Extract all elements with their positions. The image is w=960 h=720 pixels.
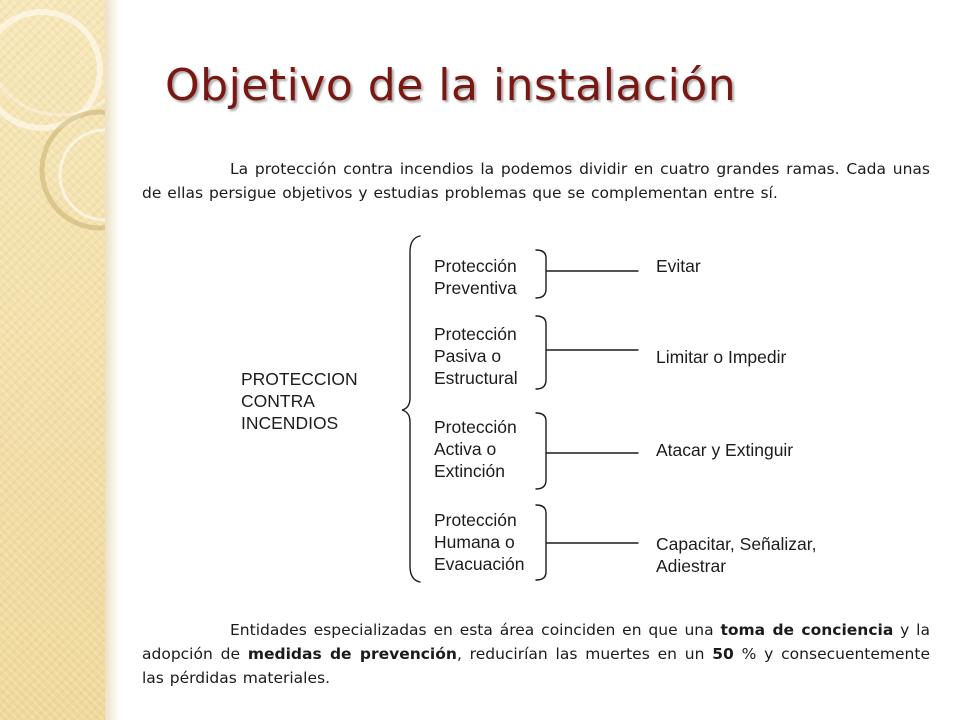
bracket-3 bbox=[536, 413, 546, 489]
slide-title: Objetivo de la instalación bbox=[165, 60, 737, 111]
branch-line: Protección bbox=[434, 256, 517, 276]
branch-line: Evacuación bbox=[434, 554, 525, 574]
branch-label-preventiva bbox=[434, 255, 517, 299]
branch-label-pasiva bbox=[434, 323, 518, 389]
closing-emphasis: toma de conciencia bbox=[720, 621, 894, 639]
result-limitar bbox=[656, 346, 786, 368]
branch-line: Activa o bbox=[434, 439, 497, 459]
result-line: Evitar bbox=[656, 256, 701, 276]
closing-emphasis: 50 bbox=[712, 645, 734, 663]
main-label-line: INCENDIOS bbox=[241, 413, 339, 433]
closing-text: Entidades especializadas en esta área coinciden en que una bbox=[230, 621, 721, 639]
result-evitar bbox=[656, 255, 701, 277]
closing-text: y la adopción de bbox=[142, 621, 930, 663]
main-label-line: CONTRA bbox=[241, 391, 315, 411]
result-line: Atacar y Extinguir bbox=[656, 440, 794, 460]
intro-paragraph: La protección contra incendios la podemos dividir en cuatro grandes ramas. Cada unas de ellas persigue objetivos y estudias problemas que se complementan entre sí. bbox=[142, 160, 930, 202]
main-brace bbox=[402, 236, 420, 582]
closing-emphasis: medidas de prevención bbox=[247, 645, 457, 663]
main-label-line: PROTECCION bbox=[241, 369, 358, 389]
branch-line: Protección bbox=[434, 324, 517, 344]
branch-line: Estructural bbox=[434, 368, 518, 388]
branch-line: Extinción bbox=[434, 461, 506, 481]
result-line: Adiestrar bbox=[656, 556, 727, 576]
branch-line: Preventiva bbox=[434, 278, 517, 298]
result-line: Limitar o Impedir bbox=[656, 347, 787, 367]
branch-line: Protección bbox=[434, 510, 517, 530]
closing-paragraph bbox=[142, 618, 930, 690]
closing-text: , reducirían las muertes en un bbox=[456, 645, 713, 663]
result-line: Capacitar, Señalizar, bbox=[656, 534, 817, 554]
result-atacar bbox=[656, 439, 793, 461]
branch-line: Humana o bbox=[434, 532, 515, 552]
branch-line: Protección bbox=[434, 417, 517, 437]
bracket-2 bbox=[536, 316, 546, 389]
branch-label-activa bbox=[434, 416, 517, 482]
bracket-1 bbox=[536, 250, 546, 298]
closing-text: % y consecuentemente las pérdidas materiales. bbox=[142, 645, 930, 687]
result-capacitar bbox=[656, 533, 817, 577]
main-label bbox=[241, 368, 391, 434]
bracket-4 bbox=[536, 505, 546, 580]
branch-line: Pasiva o bbox=[434, 346, 502, 366]
branch-label-humana bbox=[434, 509, 524, 575]
